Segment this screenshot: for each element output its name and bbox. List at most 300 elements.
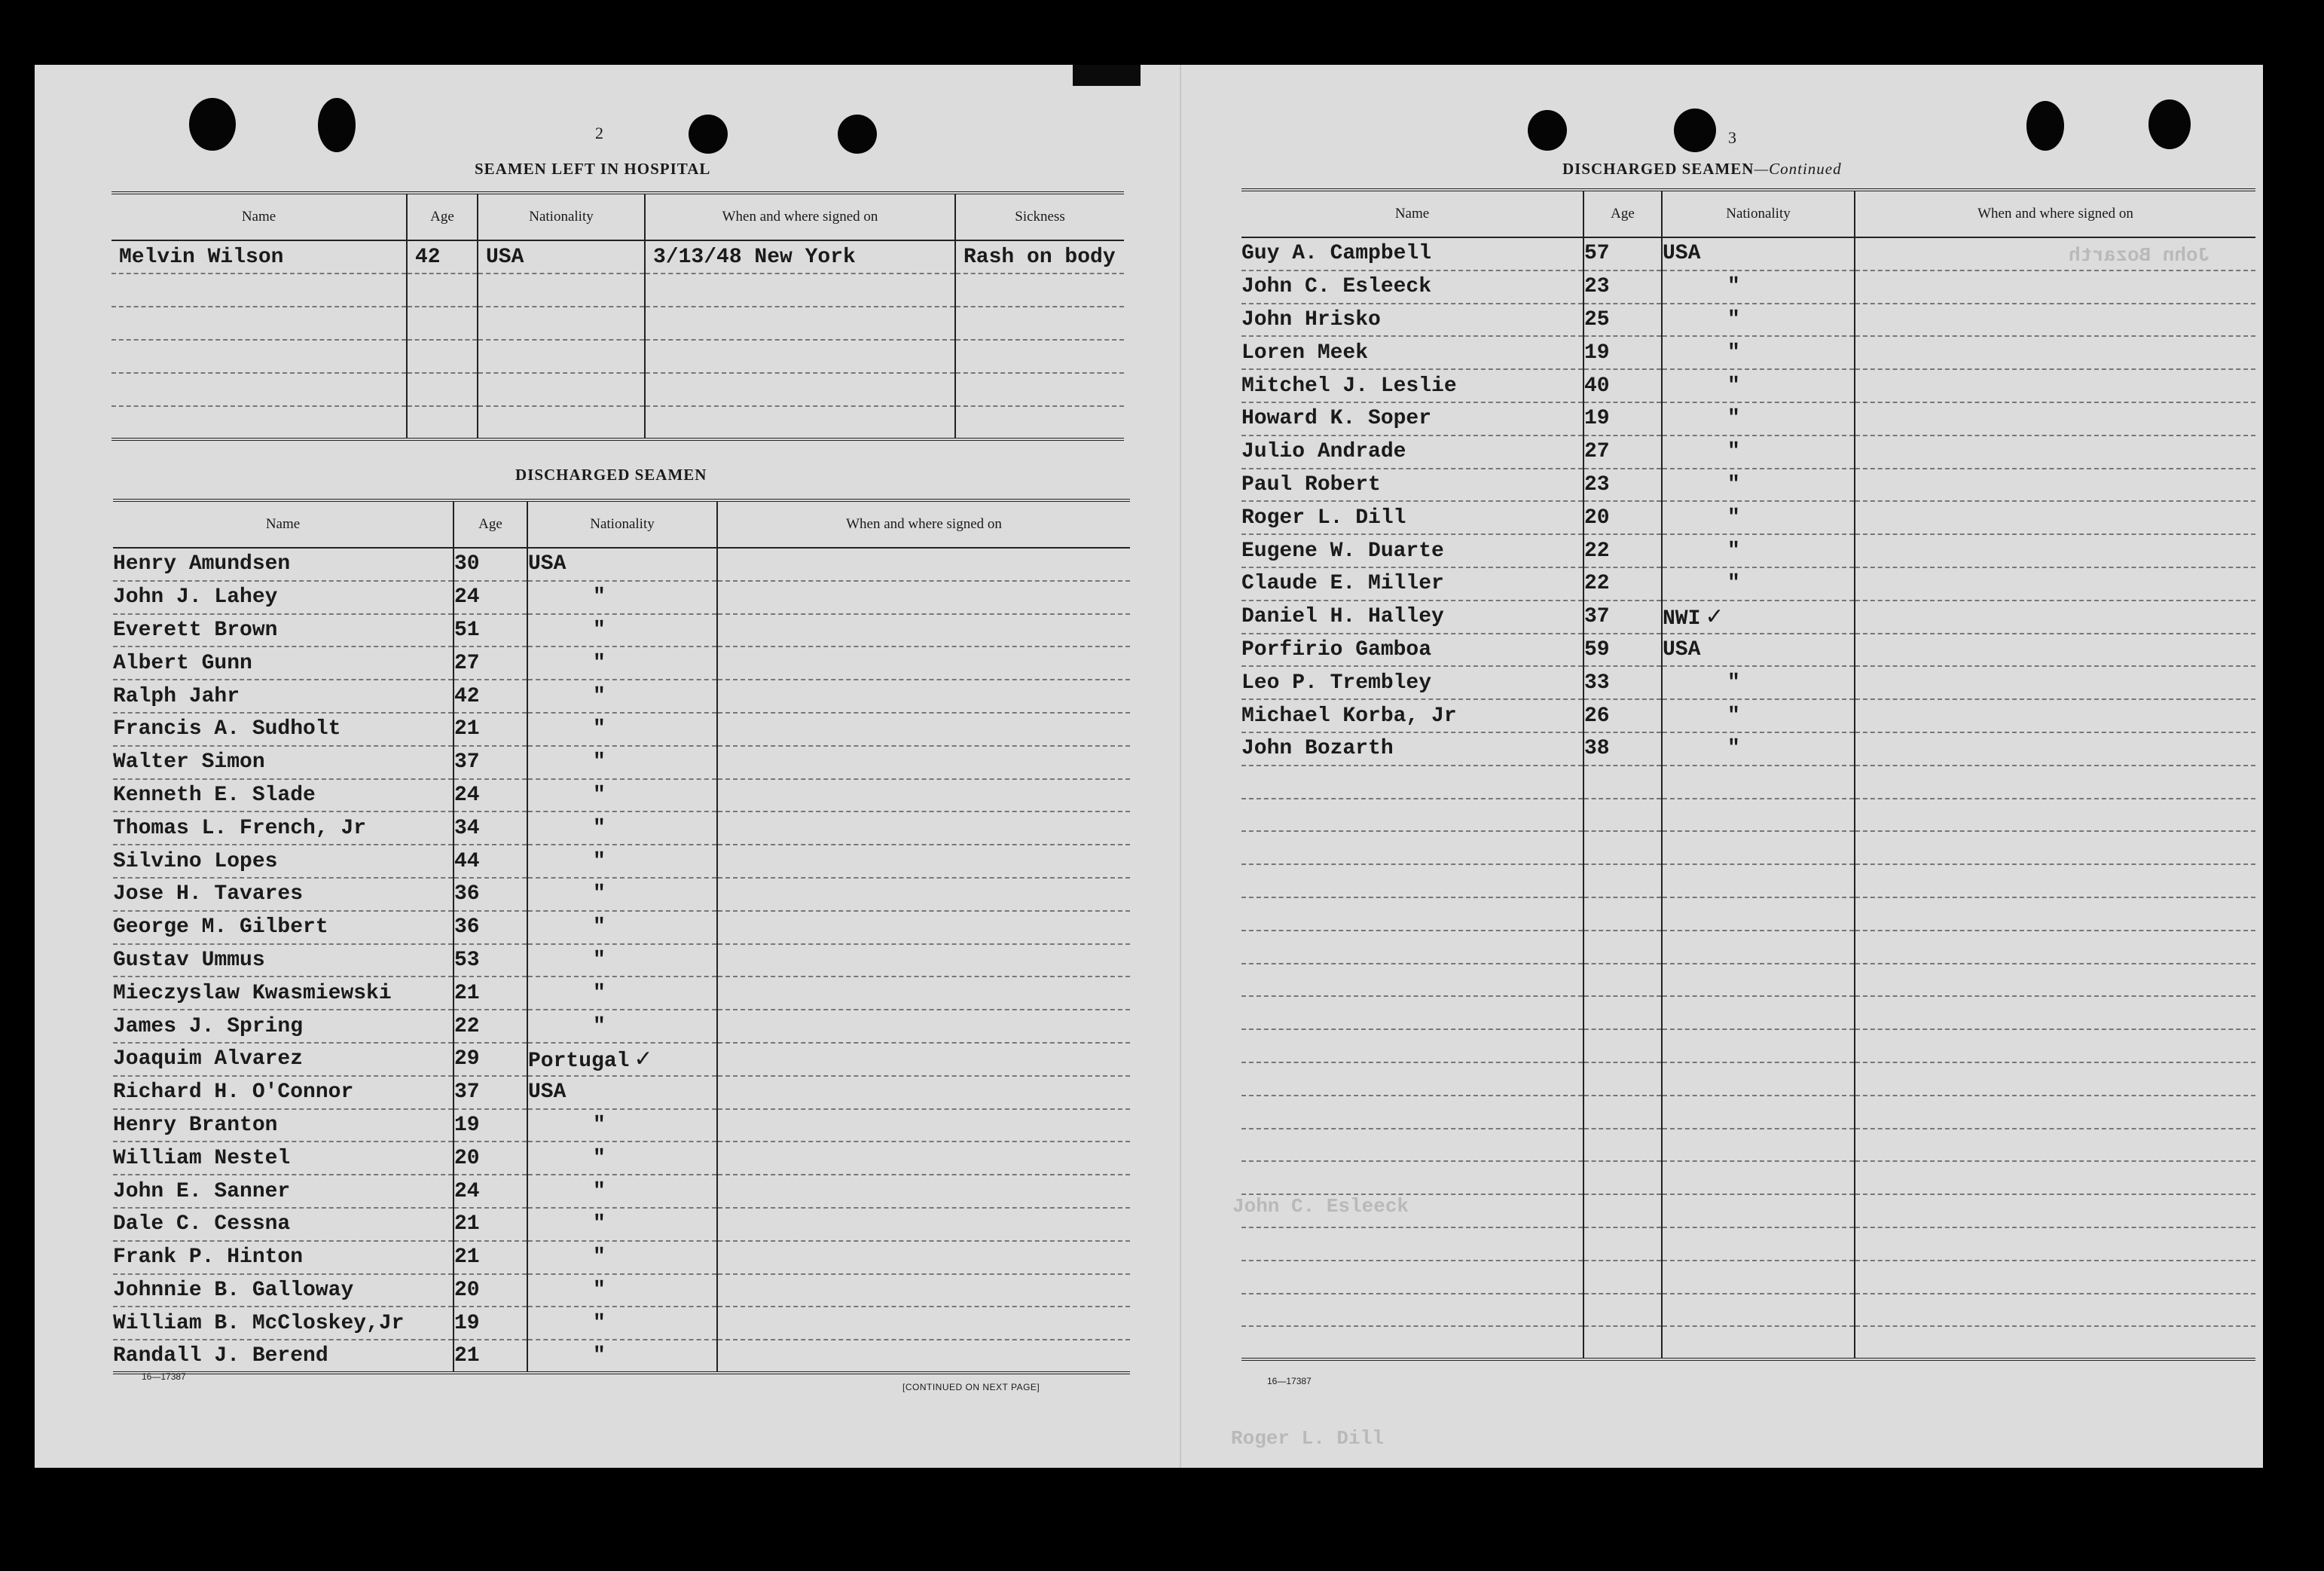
age-text: 42 (415, 245, 441, 269)
table-row (1241, 964, 2255, 997)
cell-name (113, 1076, 454, 1109)
table-row (1241, 1261, 2255, 1294)
age-text: 27 (1584, 440, 1610, 464)
age-text: 34 (454, 816, 480, 840)
cell-signed_on (1855, 270, 2255, 304)
age-text: 53 (454, 948, 480, 972)
name-text: Daniel H. Halley (1241, 605, 1444, 629)
name-text: Silvino Lopes (113, 849, 278, 873)
cell-nationality (527, 1109, 717, 1142)
cell-age (454, 680, 527, 713)
table-row (1241, 402, 2255, 436)
cell-name (111, 373, 407, 406)
table-row (1241, 1227, 2255, 1261)
name-text: Michael Korba, Jr (1241, 704, 1457, 728)
age-text: 19 (454, 1311, 480, 1335)
cell-nationality (1662, 469, 1855, 502)
cell-signed_on (717, 1340, 1130, 1373)
cell-name (1241, 1261, 1583, 1294)
cell-name (1241, 501, 1583, 534)
table-row (1241, 1096, 2255, 1129)
name-text: Paul Robert (1241, 472, 1381, 497)
cell-age (454, 1241, 527, 1274)
cell-nationality (1662, 436, 1855, 469)
table-row (113, 1010, 1130, 1043)
cell-signed_on (717, 944, 1130, 977)
nationality-text: " (1727, 572, 1740, 596)
table-row (111, 340, 1124, 373)
cell-signed_on (717, 1076, 1130, 1109)
nationality-text: " (593, 882, 606, 906)
table-row (1241, 996, 2255, 1029)
name-text: John J. Lahey (113, 585, 278, 610)
cell-name (1241, 1029, 1583, 1062)
column-header: Age (1583, 190, 1662, 237)
cell-age (1583, 634, 1662, 667)
age-text: 24 (454, 1179, 480, 1203)
age-text: 24 (454, 783, 480, 807)
cell-age (454, 911, 527, 944)
table-row (1241, 699, 2255, 732)
cell-signed_on (1855, 469, 2255, 502)
nationality-text: " (1727, 440, 1740, 464)
cell-sickness (955, 373, 1124, 406)
cell-age (407, 307, 478, 340)
cell-signed_on (717, 614, 1130, 647)
sickness-text: Rash on body (963, 245, 1116, 269)
cell-signed_on (717, 911, 1130, 944)
cell-age (1583, 369, 1662, 402)
cell-age (1583, 402, 1662, 436)
cell-signed_on (717, 1109, 1130, 1142)
cell-signed_on (1855, 1294, 2255, 1327)
cell-age (454, 1208, 527, 1241)
cell-name (1241, 766, 1583, 799)
cell-nationality (527, 1307, 717, 1340)
table-row (113, 548, 1130, 581)
punch-hole (838, 115, 877, 154)
cell-name (113, 548, 454, 581)
name-text: Julio Andrade (1241, 440, 1406, 464)
cell-signed_on (1855, 1062, 2255, 1096)
cell-signed_on (1855, 601, 2255, 634)
cell-signed_on (717, 746, 1130, 779)
age-text: 27 (454, 651, 480, 675)
cell-signed_on (645, 307, 955, 340)
cell-age (454, 1307, 527, 1340)
table-row (1241, 501, 2255, 534)
cell-signed_on (717, 1274, 1130, 1307)
cell-age (454, 1076, 527, 1109)
cell-name (113, 1241, 454, 1274)
nationality-text: " (593, 981, 606, 1005)
cell-nationality (1662, 996, 1855, 1029)
cell-nationality (478, 274, 645, 307)
bleed-through-text: Roger L. Dill (1231, 1427, 1384, 1450)
age-text: 24 (454, 585, 480, 610)
table-row (1241, 270, 2255, 304)
table-row (1241, 831, 2255, 864)
cell-nationality (1662, 1062, 1855, 1096)
name-text: Johnnie B. Galloway (113, 1278, 354, 1302)
table-row (113, 811, 1130, 845)
column-header: Age (407, 193, 478, 240)
table-row (113, 746, 1130, 779)
cell-age (1583, 336, 1662, 369)
checkmark-icon: ✓ (634, 1045, 653, 1072)
cell-name (1241, 931, 1583, 964)
name-text: Mieczyslaw Kwasmiewski (113, 981, 392, 1005)
cell-signed_on (1855, 1194, 2255, 1227)
nationality-text: " (593, 849, 606, 873)
table-row (1241, 799, 2255, 832)
cell-name (111, 406, 407, 439)
table-row (1241, 1029, 2255, 1062)
age-text: 33 (1584, 671, 1610, 695)
age-text: 37 (1584, 605, 1610, 629)
name-text: Ralph Jahr (113, 684, 240, 708)
cell-nationality (527, 1043, 717, 1076)
age-text: 20 (454, 1278, 480, 1302)
nationality-text: " (593, 1014, 606, 1038)
cell-signed_on (717, 548, 1130, 581)
cell-signed_on (1855, 766, 2255, 799)
cell-name (113, 614, 454, 647)
cell-age (1583, 1029, 1662, 1062)
nationality-text: " (593, 1212, 606, 1236)
cell-signed_on (1855, 964, 2255, 997)
cell-name (113, 1175, 454, 1208)
binding-mark (1073, 65, 1141, 86)
name-text: John C. Esleeck (1241, 275, 1432, 299)
age-text: 19 (454, 1113, 480, 1137)
cell-nationality (478, 307, 645, 340)
cell-name (113, 1208, 454, 1241)
cell-age (1583, 831, 1662, 864)
cell-name (1241, 732, 1583, 766)
nationality-text: " (1727, 539, 1740, 563)
nationality-text: USA (528, 1080, 566, 1105)
cell-name (111, 340, 407, 373)
cell-signed_on (1855, 996, 2255, 1029)
cell-nationality (1662, 237, 1855, 270)
cell-name (113, 746, 454, 779)
cell-nationality (1662, 567, 1855, 601)
age-text: 22 (454, 1014, 480, 1038)
cell-signed_on (717, 1241, 1130, 1274)
age-text: 23 (1584, 472, 1610, 497)
table-row (1241, 1161, 2255, 1194)
discharged-continued-table (1241, 188, 2255, 1361)
cell-nationality (1662, 270, 1855, 304)
bleed-through-text: John C. Esleeck (1232, 1195, 1409, 1218)
cell-sickness (955, 240, 1124, 274)
table-row (111, 373, 1124, 406)
table-row (113, 779, 1130, 812)
cell-name (1241, 1129, 1583, 1162)
cell-nationality (527, 1142, 717, 1175)
cell-nationality (1662, 634, 1855, 667)
cell-name (1241, 634, 1583, 667)
cell-signed_on (1855, 1029, 2255, 1062)
cell-age (1583, 1294, 1662, 1327)
table-row (1241, 534, 2255, 567)
cell-nationality (527, 1208, 717, 1241)
name-text: William B. McCloskey,Jr (113, 1311, 405, 1335)
nationality-text: " (1727, 506, 1740, 530)
cell-signed_on (717, 1208, 1130, 1241)
age-text: 29 (454, 1047, 480, 1071)
cell-nationality (1662, 1161, 1855, 1194)
cell-age (1583, 996, 1662, 1029)
cell-sickness (955, 406, 1124, 439)
cell-nationality (1662, 931, 1855, 964)
nationality-text: " (1727, 671, 1740, 695)
cell-name (1241, 1227, 1583, 1261)
table-row (1241, 766, 2255, 799)
table-row (1241, 567, 2255, 601)
cell-name (113, 581, 454, 614)
cell-age (454, 1043, 527, 1076)
column-header: Name (111, 193, 407, 240)
cell-age (454, 1109, 527, 1142)
cell-nationality (1662, 601, 1855, 634)
cell-signed_on (1855, 931, 2255, 964)
cell-age (1583, 1129, 1662, 1162)
cell-nationality (527, 911, 717, 944)
cell-name (1241, 237, 1583, 270)
section-title-main: DISCHARGED SEAMEN (1562, 160, 1754, 178)
cell-name (1241, 996, 1583, 1029)
cell-age (1583, 1096, 1662, 1129)
age-text: 51 (454, 618, 480, 642)
nationality-text: Portugal (528, 1049, 630, 1073)
column-header: Nationality (478, 193, 645, 240)
name-text: Dale C. Cessna (113, 1212, 291, 1236)
cell-age (1583, 501, 1662, 534)
page-number-left: 2 (595, 124, 603, 142)
cell-name (111, 240, 407, 274)
table-row (1241, 336, 2255, 369)
cell-age (1583, 766, 1662, 799)
cell-name (1241, 1161, 1583, 1194)
cell-age (1583, 799, 1662, 832)
age-text: 44 (454, 849, 480, 873)
cell-nationality (527, 779, 717, 812)
cell-signed_on (1855, 1326, 2255, 1359)
cell-age (1583, 864, 1662, 897)
age-text: 21 (454, 1245, 480, 1270)
cell-signed_on (717, 1175, 1130, 1208)
name-text: Frank P. Hinton (113, 1245, 304, 1270)
nationality-text: " (1727, 275, 1740, 299)
cell-name (1241, 1096, 1583, 1129)
cell-nationality (1662, 1029, 1855, 1062)
age-text: 36 (454, 915, 480, 940)
cell-signed_on (717, 1307, 1130, 1340)
age-text: 57 (1584, 242, 1610, 266)
age-text: 21 (454, 1212, 480, 1236)
cell-name (113, 1109, 454, 1142)
name-text: Everett Brown (113, 618, 278, 642)
name-text: Roger L. Dill (1241, 506, 1406, 530)
table-row (1241, 634, 2255, 667)
name-text: Mitchel J. Leslie (1241, 374, 1457, 398)
nationality-text: " (1727, 341, 1740, 365)
column-header: Age (454, 500, 527, 548)
hospital-table (111, 191, 1124, 441)
nationality-text: USA (528, 552, 566, 576)
cell-name (1241, 567, 1583, 601)
discharged-table (113, 499, 1130, 1374)
cell-age (1583, 601, 1662, 634)
cell-nationality (1662, 336, 1855, 369)
cell-nationality (527, 548, 717, 581)
age-text: 19 (1584, 341, 1610, 365)
cell-age (454, 779, 527, 812)
cell-name (113, 779, 454, 812)
age-text: 22 (1584, 539, 1610, 563)
cell-nationality (1662, 864, 1855, 897)
cell-signed_on (645, 406, 955, 439)
name-text: Henry Amundsen (113, 552, 291, 576)
cell-nationality (1662, 534, 1855, 567)
cell-sickness (955, 340, 1124, 373)
cell-name (1241, 666, 1583, 699)
table-row (113, 1109, 1130, 1142)
cell-signed_on (1855, 831, 2255, 864)
nationality-text: " (593, 585, 606, 610)
age-text: 23 (1584, 275, 1610, 299)
table-row (1241, 1129, 2255, 1162)
cell-name (1241, 831, 1583, 864)
cell-name (1241, 304, 1583, 337)
cell-name (113, 1043, 454, 1076)
name-text: Joaquim Alvarez (113, 1047, 304, 1071)
cell-nationality (1662, 964, 1855, 997)
cell-name (113, 1340, 454, 1373)
table-row (113, 614, 1130, 647)
age-text: 20 (454, 1146, 480, 1170)
column-header: Name (113, 500, 454, 548)
name-text: John E. Sanner (113, 1179, 291, 1203)
cell-signed_on (717, 1043, 1130, 1076)
cell-nationality (527, 646, 717, 680)
column-header: When and where signed on (645, 193, 955, 240)
cell-signed_on (645, 373, 955, 406)
name-text: Walter Simon (113, 750, 265, 775)
table-row (1241, 1294, 2255, 1327)
cell-name (1241, 699, 1583, 732)
cell-name (113, 1274, 454, 1307)
cell-age (1583, 1326, 1662, 1359)
bleed-through-text: John Bozarth (2069, 244, 2210, 267)
cell-age (1583, 666, 1662, 699)
cell-signed_on (717, 811, 1130, 845)
nationality-text: " (593, 1245, 606, 1270)
cell-sickness (955, 307, 1124, 340)
cell-age (1583, 699, 1662, 732)
nationality-text: " (593, 1113, 606, 1137)
age-text: 21 (454, 981, 480, 1005)
nationality-text: NWI (1663, 607, 1701, 631)
checkmark-icon: ✓ (1705, 603, 1724, 630)
table-row (1241, 601, 2255, 634)
cell-nationality (527, 944, 717, 977)
nationality-text: " (1727, 374, 1740, 398)
table-row (1241, 931, 2255, 964)
nationality-text: USA (1663, 242, 1701, 266)
cell-nationality (527, 713, 717, 746)
table-row (1241, 897, 2255, 931)
cell-name (113, 977, 454, 1010)
nationality-text: " (593, 1278, 606, 1302)
cell-nationality (1662, 732, 1855, 766)
cell-name (1241, 799, 1583, 832)
nationality-text: " (593, 915, 606, 940)
age-text: 26 (1584, 704, 1610, 728)
cell-signed_on (1855, 304, 2255, 337)
cell-nationality (527, 1241, 717, 1274)
cell-age (454, 646, 527, 680)
nationality-text: " (593, 1146, 606, 1170)
name-text: Guy A. Campbell (1241, 242, 1432, 266)
cell-nationality (1662, 666, 1855, 699)
cell-nationality (527, 878, 717, 911)
cell-age (454, 1274, 527, 1307)
cell-age (407, 406, 478, 439)
punch-hole (2148, 99, 2191, 149)
cell-signed_on (1855, 369, 2255, 402)
cell-name (113, 713, 454, 746)
column-header: Nationality (527, 500, 717, 548)
cell-name (113, 811, 454, 845)
cell-signed_on (1855, 699, 2255, 732)
table-row (113, 845, 1130, 878)
cell-age (1583, 1062, 1662, 1096)
name-text: Gustav Ummus (113, 948, 265, 972)
nationality-text: USA (486, 245, 524, 269)
signed_on-text: 3/13/48 New York (653, 245, 856, 269)
cell-nationality (527, 581, 717, 614)
nationality-text: USA (1663, 637, 1701, 662)
cell-signed_on (1855, 501, 2255, 534)
nationality-text: " (593, 1179, 606, 1203)
table-row (111, 274, 1124, 307)
cell-name (1241, 864, 1583, 897)
cell-signed_on (717, 1142, 1130, 1175)
cell-age (1583, 534, 1662, 567)
cell-signed_on (1855, 732, 2255, 766)
cell-nationality (1662, 304, 1855, 337)
table-row (1241, 369, 2255, 402)
cell-age (1583, 732, 1662, 766)
cell-age (454, 845, 527, 878)
cell-name (113, 1307, 454, 1340)
name-text: Howard K. Soper (1241, 407, 1432, 431)
punch-hole (318, 98, 356, 152)
cell-signed_on (717, 680, 1130, 713)
cell-age (1583, 567, 1662, 601)
cell-signed_on (645, 240, 955, 274)
table-row (113, 1340, 1130, 1373)
cell-name (1241, 601, 1583, 634)
punch-hole (2026, 101, 2064, 151)
cell-nationality (527, 1340, 717, 1373)
cell-signed_on (1855, 1227, 2255, 1261)
cell-name (111, 274, 407, 307)
name-text: Claude E. Miller (1241, 572, 1444, 596)
